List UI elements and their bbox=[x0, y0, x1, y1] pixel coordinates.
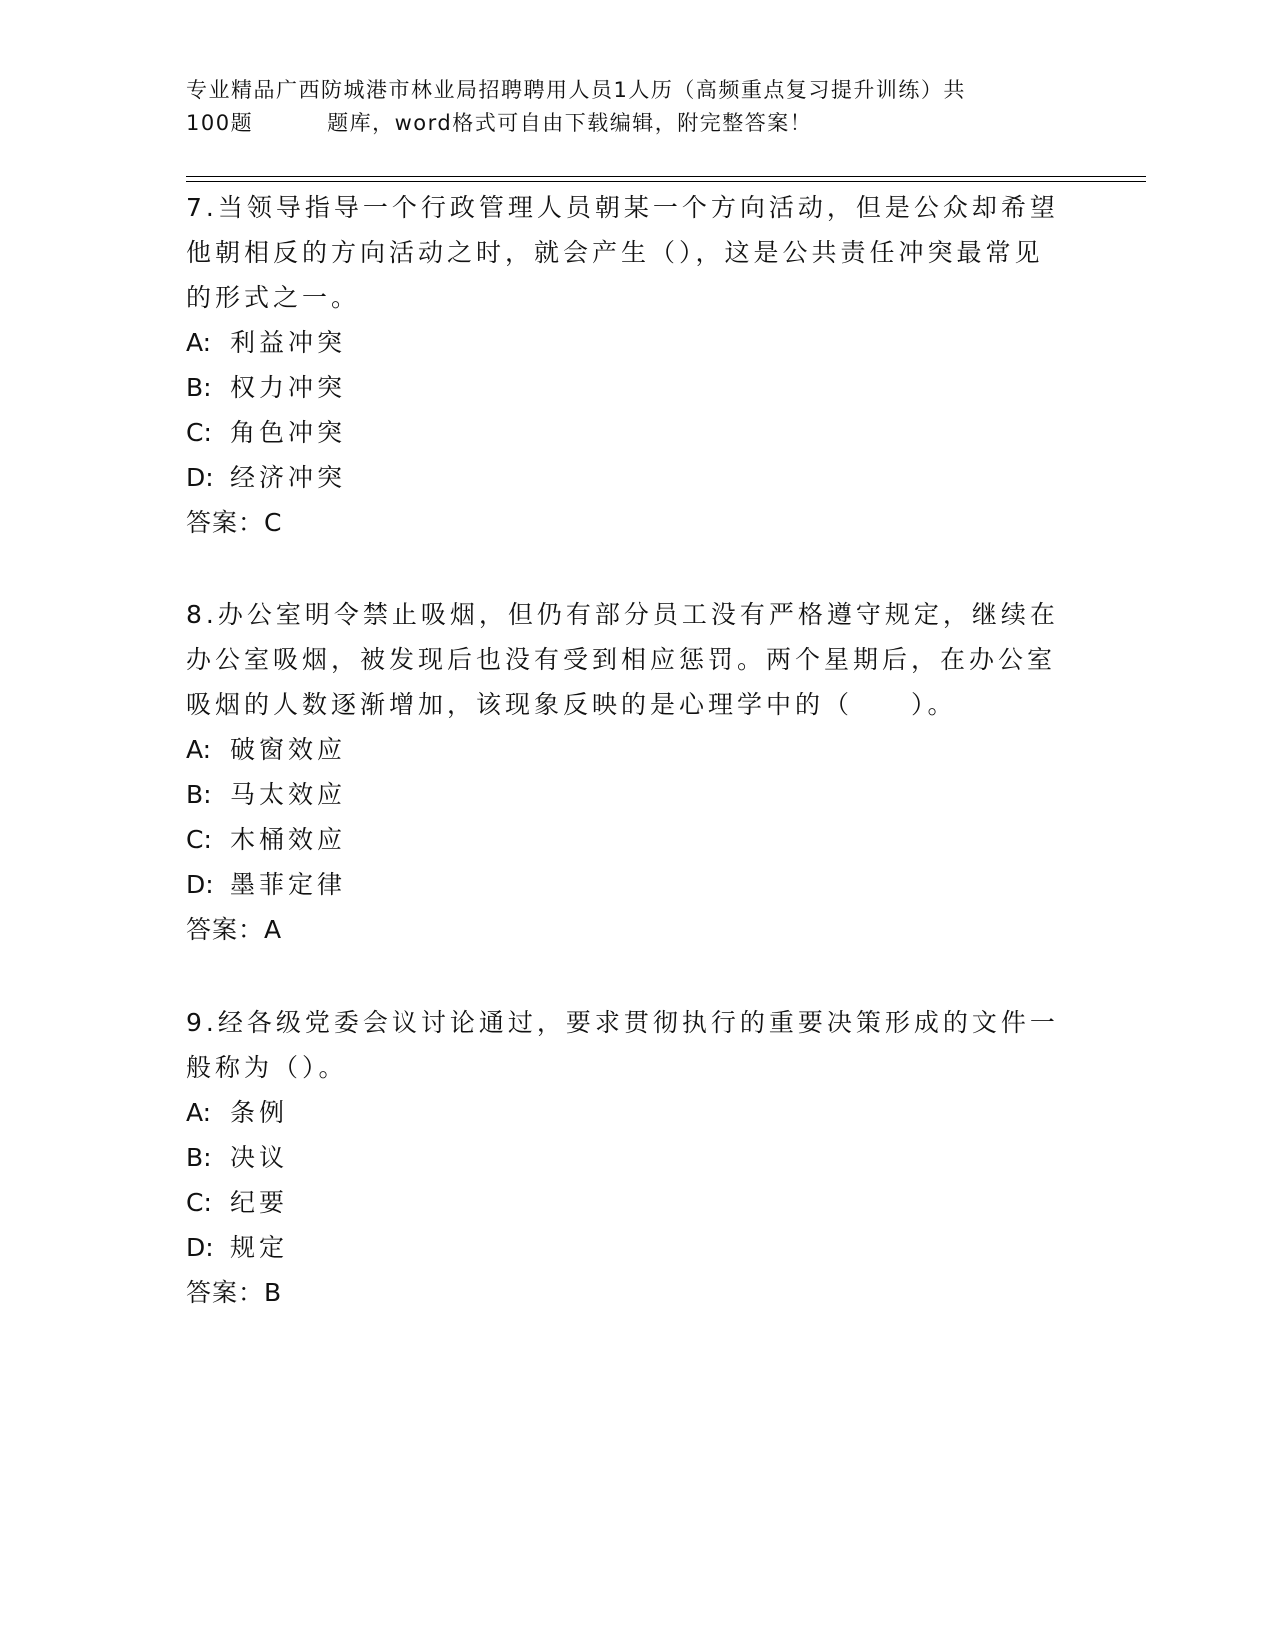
question-stem: 9.经各级党委会议讨论通过，要求贯彻执行的重要决策形成的文件一般称为（）。 bbox=[186, 1008, 1059, 1082]
option-b bbox=[186, 1135, 1066, 1180]
option-text: 墨菲定律 bbox=[230, 870, 347, 899]
document-header bbox=[186, 74, 1056, 140]
option-c bbox=[186, 817, 1066, 862]
answer-label: 答案：C bbox=[186, 508, 283, 537]
option-key: B: bbox=[186, 780, 212, 809]
option-d bbox=[186, 862, 1066, 907]
option-text: 权力冲突 bbox=[230, 373, 347, 402]
option-text: 木桶效应 bbox=[230, 825, 347, 854]
answer-label: 答案：A bbox=[186, 915, 283, 944]
option-b bbox=[186, 772, 1066, 817]
header-description: 题库，word格式可自由下载编辑，附完整答案！ bbox=[327, 111, 813, 135]
option-key: B: bbox=[186, 373, 212, 402]
option-a bbox=[186, 727, 1066, 772]
option-text: 条例 bbox=[230, 1098, 289, 1127]
option-key: D: bbox=[186, 870, 214, 899]
header-title-line2 bbox=[186, 107, 1056, 140]
option-text: 决议 bbox=[230, 1143, 289, 1172]
option-text: 纪要 bbox=[230, 1188, 289, 1217]
question-7 bbox=[186, 185, 1066, 545]
option-d bbox=[186, 1225, 1066, 1270]
header-title-line1: 专业精品广西防城港市林业局招聘聘用人员1人历（高频重点复习提升训练）共 bbox=[186, 78, 966, 102]
option-a bbox=[186, 1090, 1066, 1135]
question-8 bbox=[186, 592, 1066, 952]
header-divider-bottom bbox=[186, 181, 1146, 182]
option-key: D: bbox=[186, 1233, 214, 1262]
option-key: C: bbox=[186, 825, 212, 854]
option-c bbox=[186, 1180, 1066, 1225]
question-9 bbox=[186, 1000, 1066, 1315]
option-text: 规定 bbox=[230, 1233, 289, 1262]
option-key: A: bbox=[186, 328, 212, 357]
option-text: 利益冲突 bbox=[230, 328, 347, 357]
option-key: A: bbox=[186, 1098, 212, 1127]
option-key: B: bbox=[186, 1143, 212, 1172]
option-key: A: bbox=[186, 735, 212, 764]
question-stem: 8.办公室明令禁止吸烟，但仍有部分员工没有严格遵守规定，继续在办公室吸烟，被发现后也没有受到相应惩罚。两个星期后，在办公室吸烟的人数逐渐增加，该现象反映的是心理学中的（ ）。 bbox=[186, 600, 1059, 719]
header-divider-top bbox=[186, 176, 1146, 177]
option-key: C: bbox=[186, 1188, 212, 1217]
option-text: 经济冲突 bbox=[230, 463, 347, 492]
option-key: C: bbox=[186, 418, 212, 447]
option-c bbox=[186, 410, 1066, 455]
option-text: 马太效应 bbox=[230, 780, 347, 809]
header-question-count: 100题 bbox=[186, 111, 254, 135]
option-a bbox=[186, 320, 1066, 365]
option-key: D: bbox=[186, 463, 214, 492]
option-text: 破窗效应 bbox=[230, 735, 347, 764]
option-b bbox=[186, 365, 1066, 410]
question-stem: 7.当领导指导一个行政管理人员朝某一个方向活动，但是公众却希望他朝相反的方向活动之时，就会产生（），这是公共责任冲突最常见的形式之一。 bbox=[186, 193, 1059, 312]
answer-label: 答案：B bbox=[186, 1278, 283, 1307]
option-text: 角色冲突 bbox=[230, 418, 347, 447]
option-d bbox=[186, 455, 1066, 500]
